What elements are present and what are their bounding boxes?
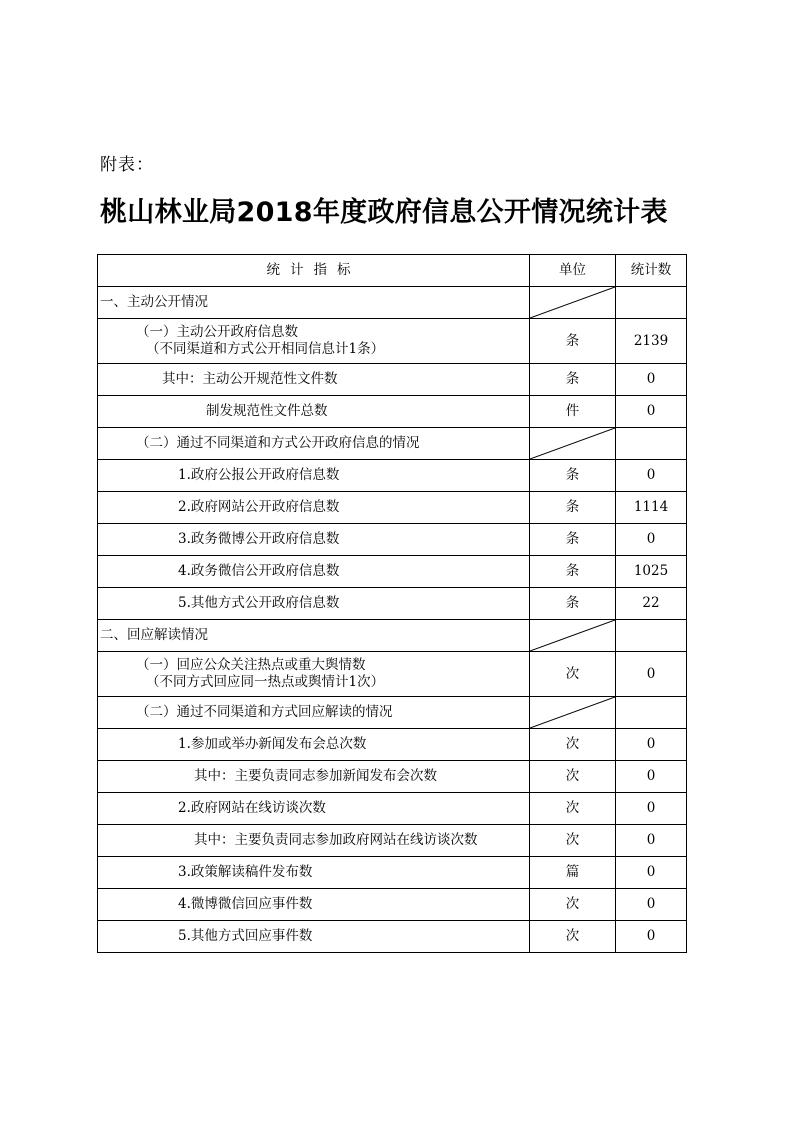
- count-cell: [616, 287, 687, 319]
- count-cell: [616, 697, 687, 729]
- indicator-cell: [98, 889, 530, 921]
- table-row: [98, 428, 687, 460]
- indicator-cell: [98, 396, 530, 428]
- indicator-cell: [98, 921, 530, 953]
- diagonal-slash-icon: [530, 620, 615, 651]
- table-row: [98, 319, 687, 364]
- count-cell: 0: [616, 524, 687, 556]
- indicator-label: 1.政府公报公开政府信息数: [178, 467, 340, 483]
- indicator-label: 4.微博微信回应事件数: [178, 896, 313, 912]
- indicator-cell: [98, 825, 530, 857]
- diagonal-slash-cell: [530, 428, 616, 460]
- count-cell: 0: [616, 460, 687, 492]
- table-body: [98, 287, 687, 953]
- count-cell: [616, 620, 687, 652]
- indicator-label: 一、主动公开情况: [100, 294, 208, 310]
- table-row: [98, 620, 687, 652]
- indicator-label: 2.政府网站公开政府信息数: [178, 499, 340, 515]
- indicator-label: 其中：主动公开规范性文件数: [162, 371, 338, 387]
- count-cell: 0: [616, 652, 687, 697]
- count-cell: 0: [616, 761, 687, 793]
- indicator-label: 其中：主要负责同志参加新闻发布会次数: [194, 768, 437, 784]
- header-count: 统计数: [616, 255, 687, 287]
- indicator-label: 2.政府网站在线访谈次数: [178, 800, 326, 816]
- diagonal-slash-cell: [530, 287, 616, 319]
- attachment-label: 附表：: [100, 155, 154, 175]
- indicator-cell: [98, 364, 530, 396]
- unit-cell: 次: [530, 729, 616, 761]
- header-indicator: 统计指标: [98, 255, 530, 287]
- table-row: [98, 857, 687, 889]
- indicator-label: 1.参加或举办新闻发布会总次数: [178, 736, 367, 752]
- indicator-label: （一）回应公众关注热点或重大舆情数: [136, 657, 366, 673]
- unit-cell: 件: [530, 396, 616, 428]
- table-row: [98, 588, 687, 620]
- count-cell: 1025: [616, 556, 687, 588]
- table-row: [98, 697, 687, 729]
- diagonal-slash-cell: [530, 620, 616, 652]
- unit-cell: 条: [530, 460, 616, 492]
- header-unit: 单位: [530, 255, 616, 287]
- indicator-cell: [98, 492, 530, 524]
- count-cell: 0: [616, 364, 687, 396]
- diagonal-slash-cell: [530, 697, 616, 729]
- table-row: [98, 364, 687, 396]
- document-title: 桃山林业局2018年度政府信息公开情况统计表: [100, 197, 668, 228]
- unit-cell: 条: [530, 556, 616, 588]
- count-cell: 0: [616, 857, 687, 889]
- indicator-cell: [98, 287, 530, 319]
- indicator-label: （一）主动公开政府信息数: [136, 324, 298, 340]
- indicator-cell: [98, 857, 530, 889]
- count-cell: 0: [616, 396, 687, 428]
- indicator-label: 制发规范性文件总数: [206, 403, 328, 419]
- indicator-cell: [98, 620, 530, 652]
- count-cell: 2139: [616, 319, 687, 364]
- diagonal-slash-icon: [530, 287, 615, 318]
- indicator-cell: [98, 319, 530, 364]
- count-cell: 0: [616, 729, 687, 761]
- table-row: [98, 652, 687, 697]
- count-cell: 0: [616, 793, 687, 825]
- count-cell: 0: [616, 921, 687, 953]
- indicator-label: 其中：主要负责同志参加政府网站在线访谈次数: [194, 832, 478, 848]
- indicator-label: 4.政务微信公开政府信息数: [178, 563, 340, 579]
- count-cell: [616, 428, 687, 460]
- indicator-note: （不同渠道和方式公开相同信息计1条）: [146, 341, 385, 357]
- indicator-cell: [98, 761, 530, 793]
- unit-cell: 条: [530, 364, 616, 396]
- unit-cell: 次: [530, 793, 616, 825]
- count-cell: 22: [616, 588, 687, 620]
- table-row: [98, 761, 687, 793]
- indicator-cell: [98, 556, 530, 588]
- indicator-label: （二）通过不同渠道和方式公开政府信息的情况: [136, 435, 420, 451]
- indicator-label: （二）通过不同渠道和方式回应解读的情况: [136, 704, 393, 720]
- table-row: [98, 556, 687, 588]
- table-row: [98, 460, 687, 492]
- indicator-cell: [98, 652, 530, 697]
- indicator-cell: [98, 588, 530, 620]
- indicator-cell: [98, 729, 530, 761]
- count-cell: 1114: [616, 492, 687, 524]
- unit-cell: 次: [530, 889, 616, 921]
- indicator-cell: [98, 524, 530, 556]
- count-cell: 0: [616, 889, 687, 921]
- indicator-label: 二、回应解读情况: [100, 627, 208, 643]
- unit-cell: 次: [530, 921, 616, 953]
- unit-cell: 条: [530, 492, 616, 524]
- table-row: [98, 729, 687, 761]
- indicator-label: 3.政务微博公开政府信息数: [178, 531, 340, 547]
- unit-cell: 篇: [530, 857, 616, 889]
- diagonal-slash-icon: [530, 697, 615, 728]
- indicator-label: 5.其他方式回应事件数: [178, 928, 313, 944]
- indicator-label: 5.其他方式公开政府信息数: [178, 595, 340, 611]
- indicator-cell: [98, 697, 530, 729]
- table-row: [98, 492, 687, 524]
- table-row: [98, 793, 687, 825]
- indicator-label: 3.政策解读稿件发布数: [178, 864, 313, 880]
- table-row: [98, 396, 687, 428]
- table-row: [98, 825, 687, 857]
- table-row: [98, 524, 687, 556]
- count-cell: 0: [616, 825, 687, 857]
- indicator-cell: [98, 793, 530, 825]
- unit-cell: 条: [530, 319, 616, 364]
- indicator-cell: [98, 428, 530, 460]
- statistics-table: [97, 254, 687, 953]
- indicator-cell: [98, 460, 530, 492]
- table-row: [98, 889, 687, 921]
- table-row: [98, 921, 687, 953]
- diagonal-slash-icon: [530, 428, 615, 459]
- indicator-note: （不同方式回应同一热点或舆情计1次）: [146, 674, 385, 690]
- table-row: [98, 287, 687, 319]
- unit-cell: 条: [530, 524, 616, 556]
- unit-cell: 次: [530, 825, 616, 857]
- unit-cell: 次: [530, 652, 616, 697]
- unit-cell: 次: [530, 761, 616, 793]
- unit-cell: 条: [530, 588, 616, 620]
- table-header-row: [98, 255, 687, 287]
